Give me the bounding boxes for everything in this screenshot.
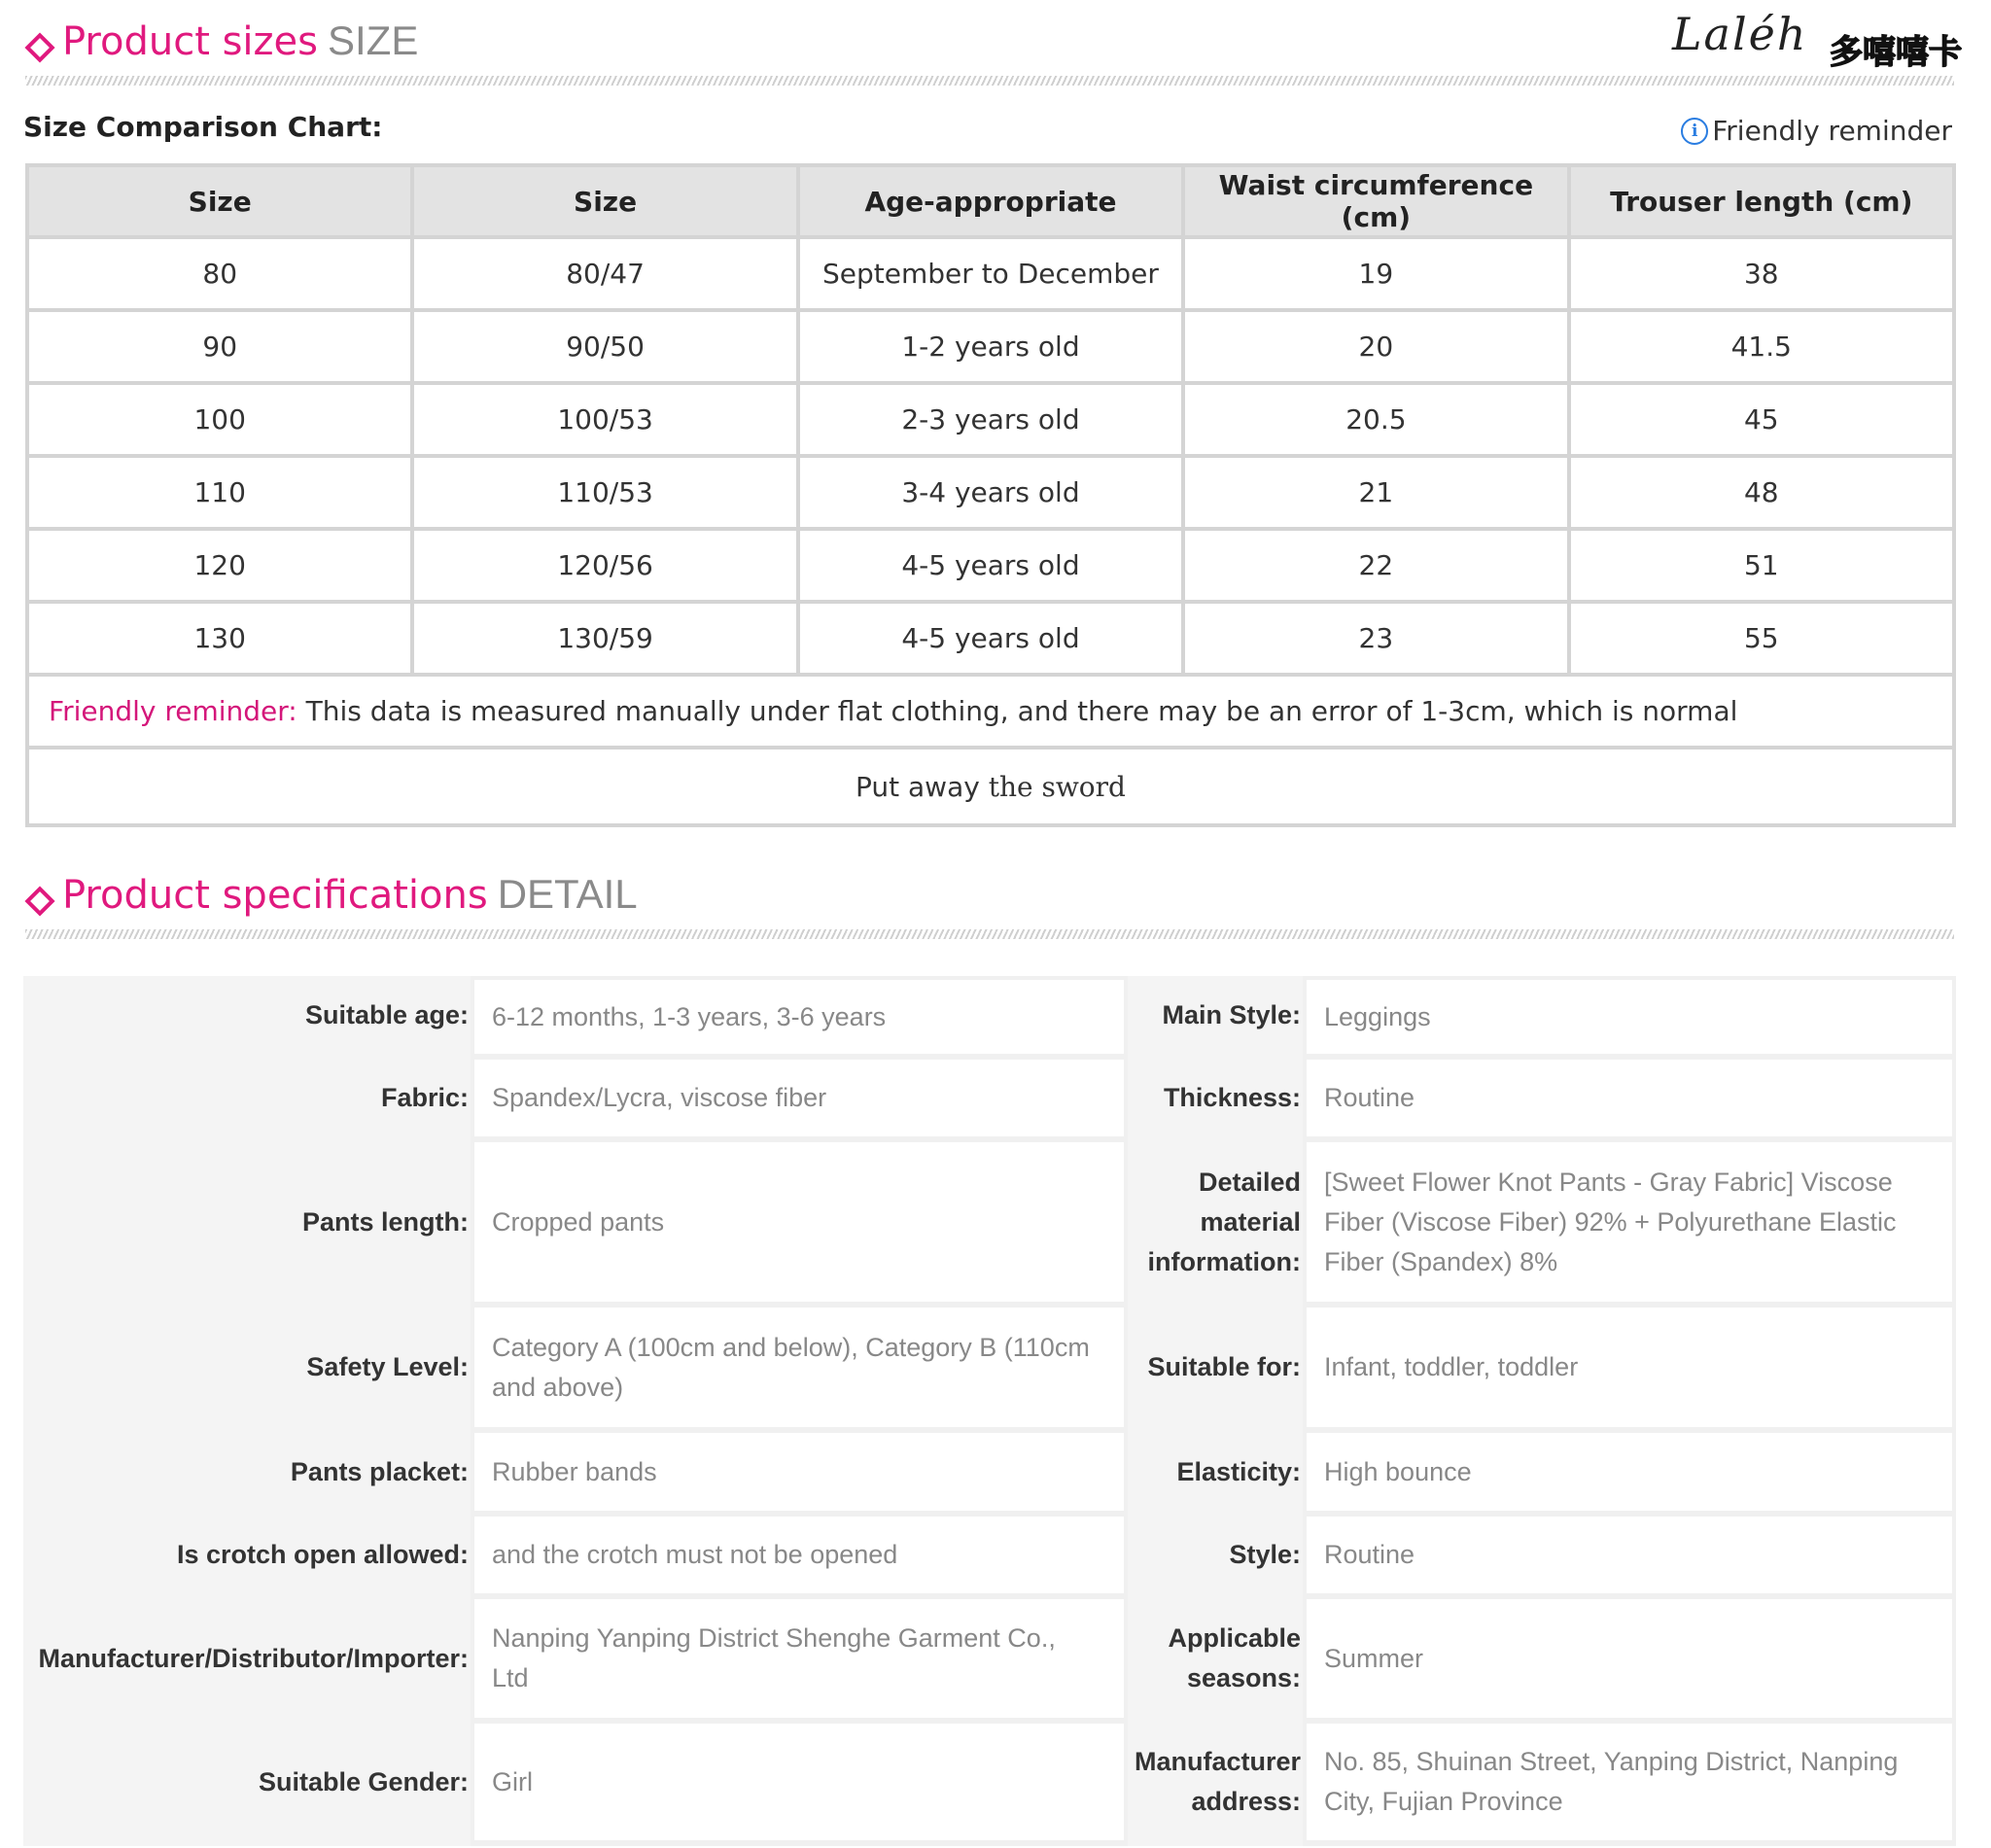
spec-label: Is crotch open allowed: <box>23 1517 471 1599</box>
column-header: Waist circumference (cm) <box>1183 165 1568 237</box>
spec-value: Category A (100cm and below), Category B (110cm and above) <box>471 1308 1128 1433</box>
diamond-bullet-icon <box>24 32 54 62</box>
spec-value: Leggings <box>1303 976 1956 1060</box>
spec-value: [Sweet Flower Knot Pants - Gray Fabric] Viscose Fiber (Viscose Fiber) 92% + Polyurethane Elastic Fiber (Spandex) 8% <box>1303 1142 1956 1308</box>
table-cell: 120/56 <box>412 529 797 602</box>
spec-label: Suitable age: <box>23 976 471 1060</box>
table-cell: 20 <box>1183 310 1568 383</box>
table-cell: 48 <box>1569 456 1954 529</box>
table-cell: 21 <box>1183 456 1568 529</box>
size-chart-caption: Size Comparison Chart: <box>23 111 383 143</box>
spec-value: Girl <box>471 1724 1128 1846</box>
footer-text-serif: the sword <box>988 770 1126 803</box>
spec-value: Summer <box>1303 1599 1956 1724</box>
table-cell: 80 <box>27 237 412 310</box>
spec-value: No. 85, Shuinan Street, Yanping District, Nanping City, Fujian Province <box>1303 1724 1956 1846</box>
table-cell: 130 <box>27 602 412 675</box>
table-cell: 100 <box>27 383 412 456</box>
spec-label: Manufacturer/Distributor/Importer: <box>23 1599 471 1724</box>
column-header: Age-appropriate <box>798 165 1183 237</box>
table-cell: 4-5 years old <box>798 529 1183 602</box>
table-cell: 2-3 years old <box>798 383 1183 456</box>
measurement-note-label: Friendly reminder: <box>49 695 297 727</box>
spec-label: Fabric: <box>23 1060 471 1142</box>
spec-section-subtitle: DETAIL <box>497 871 638 917</box>
brand-logo <box>1672 0 1962 78</box>
table-cell: 80/47 <box>412 237 797 310</box>
table-cell: 100/53 <box>412 383 797 456</box>
spec-value: and the crotch must not be opened <box>471 1517 1128 1599</box>
brand-logo-script: Laléh <box>1672 8 1808 60</box>
table-row <box>27 529 1954 602</box>
spec-row <box>23 1060 1956 1142</box>
friendly-reminder-label: Friendly reminder <box>1712 115 1952 147</box>
table-cell: September to December <box>798 237 1183 310</box>
table-cell: 45 <box>1569 383 1954 456</box>
spec-row <box>23 1517 1956 1599</box>
table-row <box>27 602 1954 675</box>
section-divider <box>25 929 1954 939</box>
spec-value: Infant, toddler, toddler <box>1303 1308 1956 1433</box>
spec-row <box>23 1433 1956 1517</box>
table-cell: 23 <box>1183 602 1568 675</box>
measurement-note-text: This data is measured manually under flat clothing, and there may be an error of 1-3cm, which is normal <box>297 695 1738 727</box>
table-row <box>27 383 1954 456</box>
size-section-header <box>25 17 1954 72</box>
table-cell: 90 <box>27 310 412 383</box>
table-row <box>27 237 1954 310</box>
table-cell: 90/50 <box>412 310 797 383</box>
table-cell: 4-5 years old <box>798 602 1183 675</box>
spec-row <box>23 1724 1956 1846</box>
column-header: Size <box>412 165 797 237</box>
table-cell: 110/53 <box>412 456 797 529</box>
table-cell: 3-4 years old <box>798 456 1183 529</box>
spec-value: Cropped pants <box>471 1142 1128 1308</box>
section-divider <box>25 76 1954 86</box>
size-comparison-table <box>25 163 1956 827</box>
table-row <box>27 456 1954 529</box>
diamond-bullet-icon <box>24 886 54 916</box>
spec-label: Manufacturer address: <box>1128 1724 1303 1846</box>
friendly-reminder-link[interactable] <box>1681 115 1952 147</box>
table-cell: 22 <box>1183 529 1568 602</box>
spec-value: Routine <box>1303 1517 1956 1599</box>
spec-label: Suitable Gender: <box>23 1724 471 1846</box>
spec-label: Suitable for: <box>1128 1308 1303 1433</box>
spec-section-title: Product specifications DETAIL <box>62 871 638 918</box>
table-footer <box>27 748 1954 825</box>
spec-label: Thickness: <box>1128 1060 1303 1142</box>
info-icon: i <box>1681 118 1708 145</box>
product-spec-table <box>23 976 1956 1846</box>
table-row <box>27 310 1954 383</box>
spec-label: Applicable seasons: <box>1128 1599 1303 1724</box>
spec-row <box>23 976 1956 1060</box>
table-cell: 19 <box>1183 237 1568 310</box>
table-header-row <box>27 165 1954 237</box>
spec-row <box>23 1599 1956 1724</box>
spec-value: Rubber bands <box>471 1433 1128 1517</box>
brand-logo-chinese: 多嘻嘻卡 <box>1830 33 1962 72</box>
spec-value: Nanping Yanping District Shenghe Garment Co., Ltd <box>471 1599 1128 1724</box>
column-header: Trouser length (cm) <box>1569 165 1954 237</box>
spec-label: Style: <box>1128 1517 1303 1599</box>
spec-label: Main Style: <box>1128 976 1303 1060</box>
spec-row <box>23 1308 1956 1433</box>
spec-value: Spandex/Lycra, viscose fiber <box>471 1060 1128 1142</box>
footer-text: Put away <box>856 770 989 803</box>
size-section-subtitle: SIZE <box>328 17 419 63</box>
spec-section-header <box>25 871 1954 929</box>
table-cell: 1-2 years old <box>798 310 1183 383</box>
spec-label: Pants length: <box>23 1142 471 1308</box>
spec-label: Safety Level: <box>23 1308 471 1433</box>
spec-value: 6-12 months, 1-3 years, 3-6 years <box>471 976 1128 1060</box>
table-cell: 38 <box>1569 237 1954 310</box>
table-cell: 55 <box>1569 602 1954 675</box>
spec-label: Pants placket: <box>23 1433 471 1517</box>
table-cell: 120 <box>27 529 412 602</box>
measurement-note-row <box>27 675 1954 748</box>
spec-row <box>23 1142 1956 1308</box>
table-cell: 51 <box>1569 529 1954 602</box>
table-cell: 130/59 <box>412 602 797 675</box>
spec-label: Detailed material information: <box>1128 1142 1303 1308</box>
measurement-note <box>27 675 1954 748</box>
table-cell: 20.5 <box>1183 383 1568 456</box>
table-cell: 110 <box>27 456 412 529</box>
table-cell: 41.5 <box>1569 310 1954 383</box>
table-footer-row <box>27 748 1954 825</box>
column-header: Size <box>27 165 412 237</box>
spec-value: Routine <box>1303 1060 1956 1142</box>
size-section-title: Product sizes SIZE <box>62 17 419 64</box>
spec-value: High bounce <box>1303 1433 1956 1517</box>
spec-label: Elasticity: <box>1128 1433 1303 1517</box>
